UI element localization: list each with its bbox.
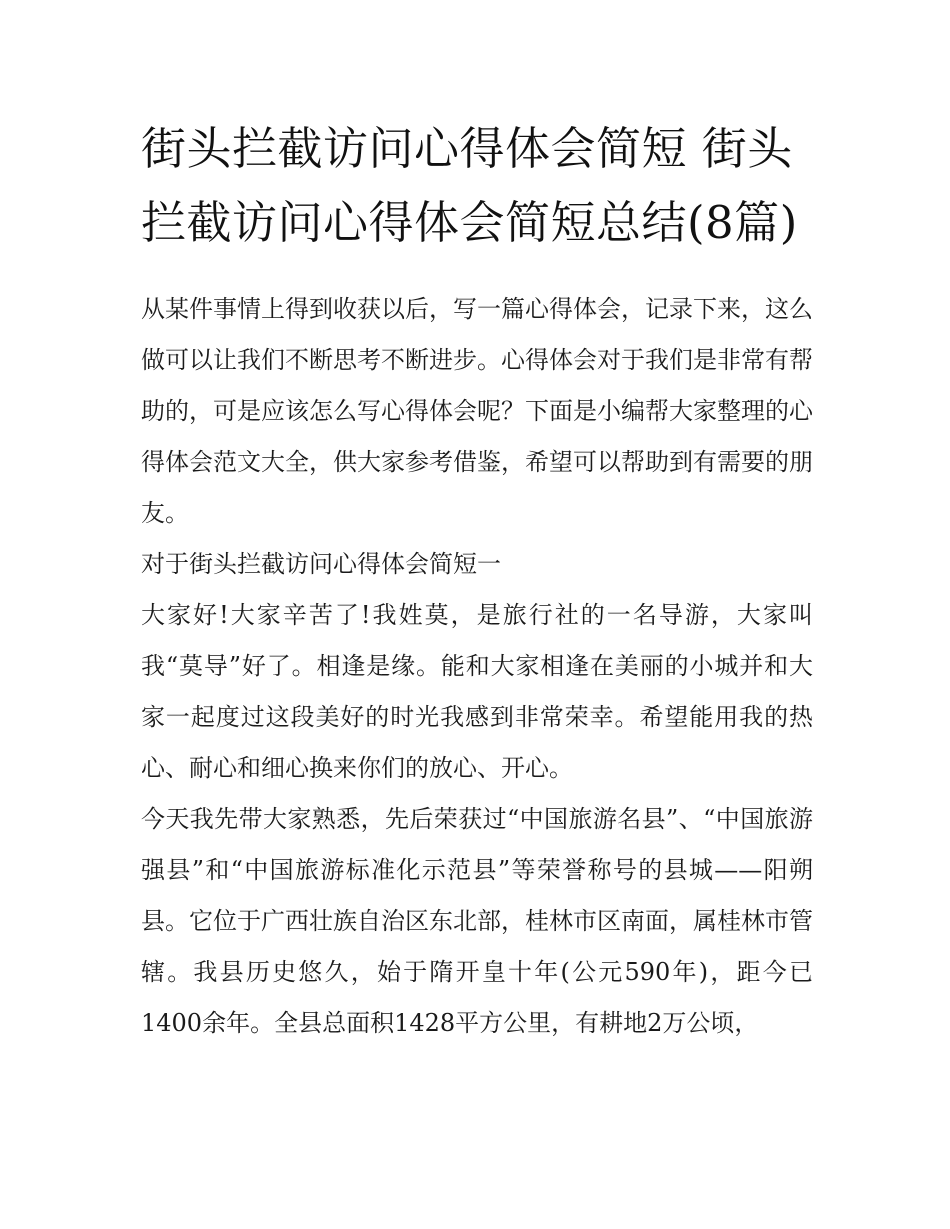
intro-paragraph: 从某件事情上得到收获以后，写一篇心得体会，记录下来，这么做可以让我们不断思考不断进步。心得体会对于我们是非常有帮助的，可是应该怎么写心得体会呢？下面是小编帮大家整理的心得体会范文大全，供大家参考借鉴，希望可以帮助到有需要的朋友。 [141, 295, 813, 527]
body-paragraph: 今天我先带大家熟悉，先后荣获过“中国旅游名县”、“中国旅游强县”和“中国旅游标准化示范县”等荣誉称号的县城——阳朔县。它位于广西壮族自治区东北部，桂林市区南面，属桂林市管辖。我县历史悠久，始于隋开皇十年(公元590年)，距今已1400余年。全县总面积1428平方公里，有耕地2万公顷， [141, 805, 813, 1037]
document-page [141, 112, 813, 1049]
body-paragraph: 大家好!大家辛苦了!我姓莫，是旅行社的一名导游，大家叫我“莫导”好了。相逢是缘。能和大家相逢在美丽的小城并和大家一起度过这段美好的时光我感到非常荣幸。希望能用我的热心、耐心和细心换来你们的放心、开心。 [141, 601, 813, 782]
document-title: 街头拦截访问心得体会简短 街头拦截访问心得体会简短总结(8篇) [141, 122, 798, 249]
section-heading: 对于街头拦截访问心得体会简短一 [141, 550, 501, 578]
